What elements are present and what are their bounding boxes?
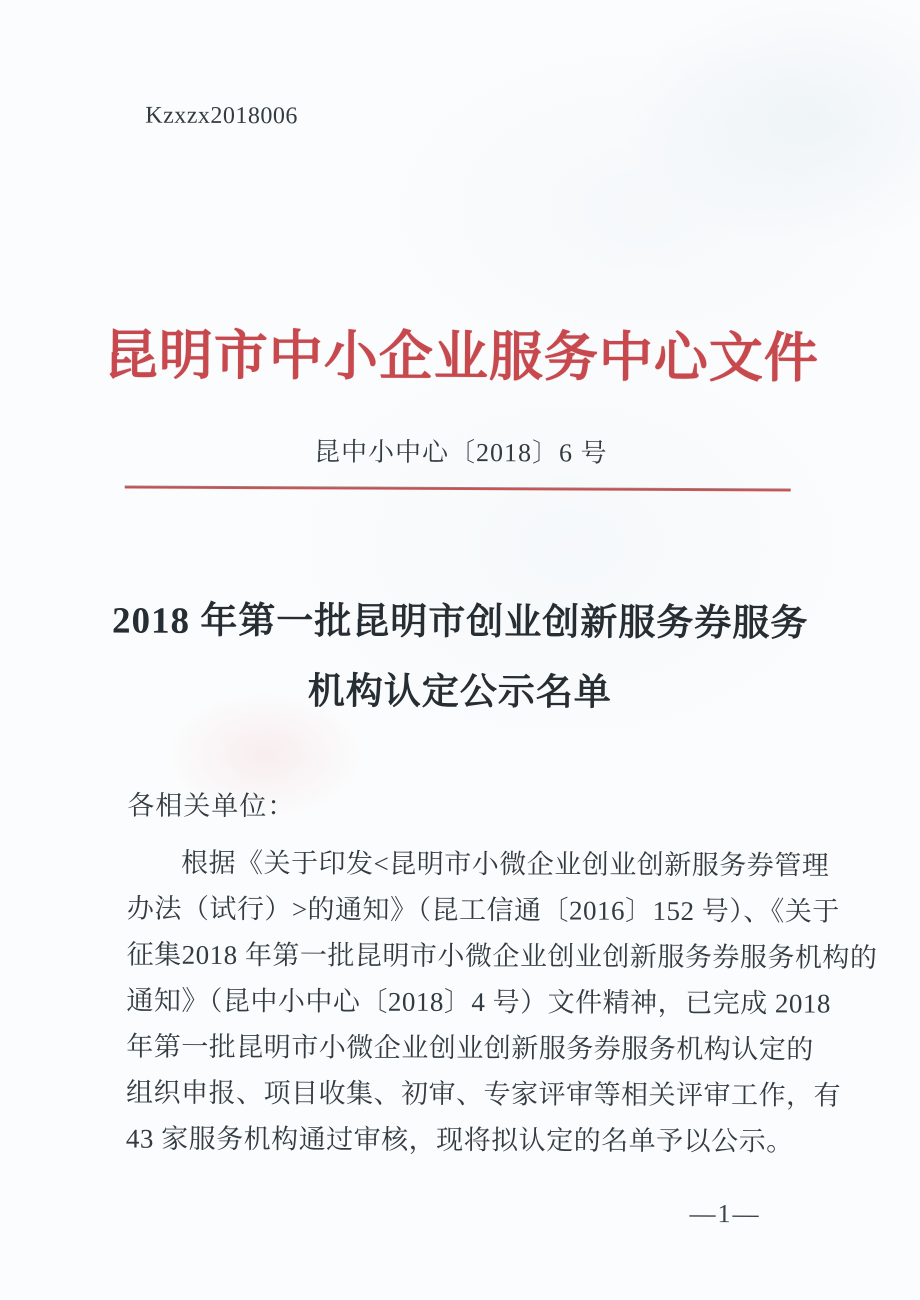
paragraph-line: 组织申报、项目收集、初审、专家评审等相关评审工作，有 — [126, 1077, 842, 1111]
paragraph-line: 征集2018 年第一批昆明市小微企业创业创新服务券服务机构的 — [126, 939, 878, 973]
document-title-line-1: 2018 年第一批昆明市创业创新服务券服务 — [111, 600, 809, 645]
document-title — [0, 586, 920, 730]
document-body — [125, 783, 878, 1165]
red-letterhead-title: 昆明市中小企业服务中心文件 — [103, 325, 819, 389]
salutation: 各相关单位： — [127, 790, 296, 822]
paragraph-line: 年第一批昆明市小微企业创业创新服务券服务机构认定的 — [126, 1031, 814, 1065]
paragraph-line: 办法（试行）>的通知》（昆工信通〔2016〕152 号）、《关于 — [126, 893, 840, 927]
body-paragraph — [125, 840, 878, 1165]
document-number: 昆中小中心〔2018〕6 号 — [314, 437, 608, 468]
paragraph-line: 43 家服务机构通过审核，现将拟认定的名单予以公示。 — [125, 1123, 794, 1157]
document-title-line-2: 机构认定公示名单 — [307, 671, 612, 714]
paragraph-line: 根据《关于印发<昆明市小微企业创业创新服务券管理 — [181, 847, 830, 881]
page-number: —1— — [689, 1199, 761, 1229]
paragraph-line: 通知》（昆中小中心〔2018〕4 号）文件精神，已完成 2018 — [126, 985, 832, 1019]
red-separator-line — [125, 486, 791, 492]
document-code: Kzxzx2018006 — [145, 102, 299, 130]
